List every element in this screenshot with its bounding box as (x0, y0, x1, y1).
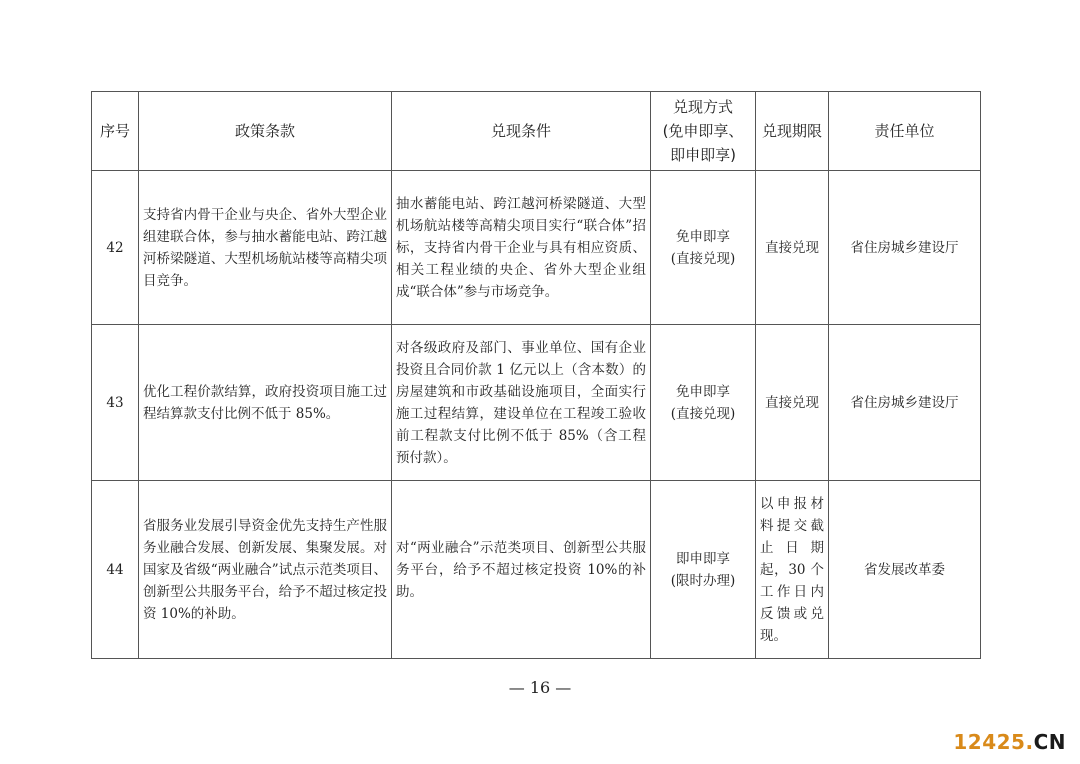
header-policy: 政策条款 (139, 92, 392, 171)
table-row (92, 481, 981, 659)
header-period: 兑现期限 (756, 92, 829, 171)
header-condition: 兑现条件 (392, 92, 651, 171)
cell-policy: 省服务业发展引导资金优先支持生产性服务业融合发展、创新发展、集聚发展。对国家及省级“两业融合”试点示范类项目、创新型公共服务平台，给予不超过核定投资 10%的补助。 (139, 481, 392, 659)
site-watermark (953, 730, 1066, 754)
cell-period: 以申报材料提交截止日期起，30 个工作日内反馈或兑现。 (756, 481, 829, 659)
cell-policy: 支持省内骨干企业与央企、省外大型企业组建联合体，参与抽水蓄能电站、跨江越河桥梁隧道、大型机场航站楼等高精尖项目竞争。 (139, 171, 392, 325)
cell-condition: 对“两业融合”示范类项目、创新型公共服务平台，给予不超过核定投资 10%的补助。 (392, 481, 651, 659)
cell-index: 44 (92, 481, 139, 659)
cell-index: 42 (92, 171, 139, 325)
header-method: 兑现方式 (免申即享、 即申即享) (651, 92, 756, 171)
cell-unit: 省住房城乡建设厅 (829, 171, 981, 325)
cell-period: 直接兑现 (756, 325, 829, 481)
policy-table (91, 91, 981, 659)
table-header-row (92, 92, 981, 171)
cell-period: 直接兑现 (756, 171, 829, 325)
table-row (92, 171, 981, 325)
header-unit: 责任单位 (829, 92, 981, 171)
cell-method: 免申即享 (直接兑现) (651, 325, 756, 481)
watermark-number: 12425. (953, 730, 1034, 754)
cell-condition: 对各级政府及部门、事业单位、国有企业投资且合同价款 1 亿元以上（含本数）的房屋建筑和市政基础设施项目，全面实行施工过程结算，建设单位在工程竣工验收前工程款支付比例不低于 85%（含工程预付款）。 (392, 325, 651, 481)
header-index: 序号 (92, 92, 139, 171)
cell-unit: 省住房城乡建设厅 (829, 325, 981, 481)
cell-condition: 抽水蓄能电站、跨江越河桥梁隧道、大型机场航站楼等高精尖项目实行“联合体”招标，支持省内骨干企业与具有相应资质、相关工程业绩的央企、省外大型企业组成“联合体”参与市场竞争。 (392, 171, 651, 325)
page-number: — 16 — (508, 678, 572, 697)
cell-method: 即申即享 (限时办理) (651, 481, 756, 659)
table-row (92, 325, 981, 481)
cell-policy: 优化工程价款结算，政府投资项目施工过程结算款支付比例不低于 85%。 (139, 325, 392, 481)
watermark-tld: CN (1033, 730, 1066, 754)
cell-unit: 省发展改革委 (829, 481, 981, 659)
cell-method: 免申即享 (直接兑现) (651, 171, 756, 325)
cell-index: 43 (92, 325, 139, 481)
